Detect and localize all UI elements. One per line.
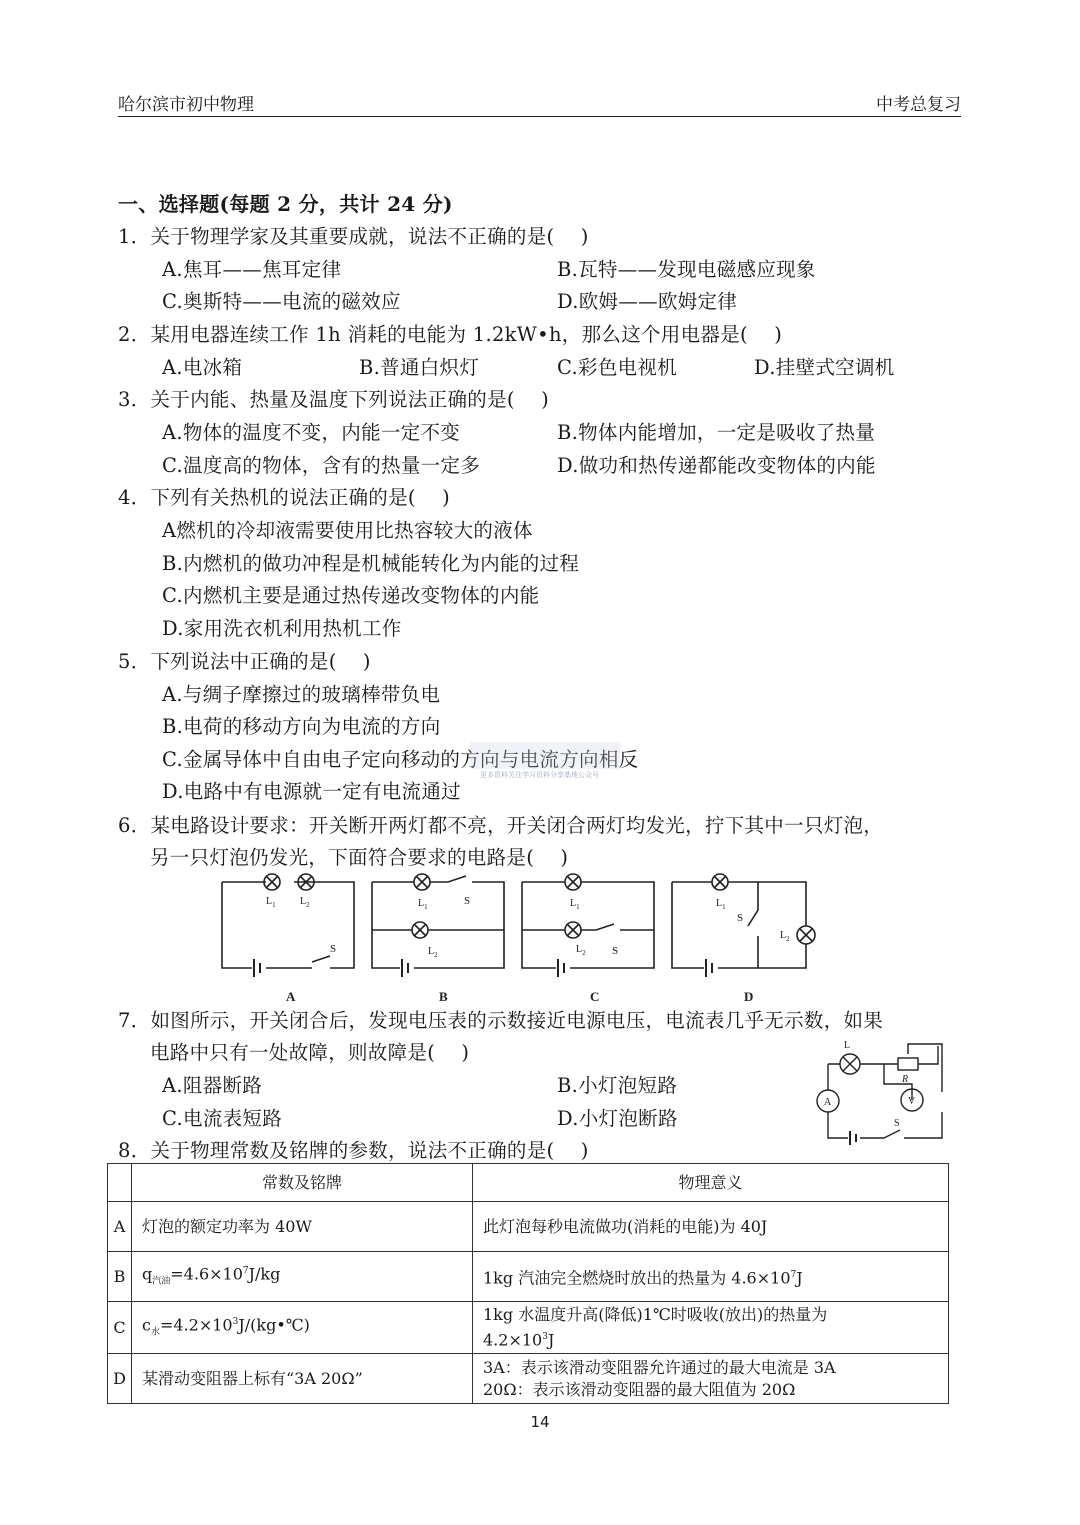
table-row-a[interactable] (108, 1202, 949, 1252)
row-a-key: A (108, 1202, 132, 1252)
circuit-a-caption: A (286, 989, 296, 1004)
q5-stem: 5．下列说法中正确的是( ) (118, 650, 371, 673)
circuit-c-s-label: S (612, 945, 619, 957)
q7-stem-line2: 电路中只有一处故障，则故障是( ) (150, 1041, 470, 1064)
q1-option-a[interactable]: A.焦耳——焦耳定律 (162, 258, 342, 281)
circuit-d-l2-label: $L_2$ (780, 930, 790, 943)
row-c-constant: $c_水=4.2\times 10^3J/(kg•℃)$ (132, 1302, 473, 1354)
q8-stem: 8．关于物理常数及铭牌的参数，说法不正确的是( ) (118, 1139, 589, 1162)
q6-stem-line2: 另一只灯泡仍发光，下面符合要求的电路是( ) (150, 846, 569, 869)
q5-option-b[interactable]: B.电荷的移动方向为电流的方向 (162, 715, 441, 738)
circuit-b-l2-label: $L_2$ (428, 946, 438, 959)
q4-stem: 4．下列有关热机的说法正确的是( ) (118, 486, 451, 509)
q6-stem-line1: 6．某电路设计要求：开关断开两灯都不亮，开关闭合两灯均发光，拧下其中一只灯泡， (118, 814, 884, 837)
circuit-a-s-label: S (330, 943, 337, 955)
voltmeter-label: V (908, 1096, 916, 1107)
q7-option-a[interactable]: A.阻器断路 (162, 1074, 263, 1097)
q7-option-b[interactable]: B.小灯泡短路 (557, 1074, 678, 1097)
watermark (470, 742, 620, 782)
circuit-c-l1-label: $L_1$ (570, 898, 580, 911)
q4-option-a[interactable]: A燃机的冷却液需要使用比热容较大的液体 (162, 519, 533, 542)
q7-r-label: R (902, 1074, 909, 1085)
q7-s-label: S (894, 1118, 900, 1129)
circuit-b[interactable] (372, 874, 504, 1004)
page-number: 14 (530, 1413, 550, 1431)
circuit-d-l1-label: $L_1$ (716, 898, 726, 911)
table-row-d[interactable] (108, 1354, 949, 1404)
q3-option-b[interactable]: B.物体内能增加，一定是吸收了热量 (557, 421, 876, 444)
circuit-c-caption: C (590, 989, 600, 1004)
ammeter-label: A (824, 1097, 832, 1108)
q1-option-b[interactable]: B.瓦特——发现电磁感应现象 (557, 258, 816, 281)
circuit-d-s-label: S (737, 912, 744, 924)
q7-l-label: L (844, 1040, 851, 1051)
q1-stem: 1．关于物理学家及其重要成就，说法不正确的是( ) (118, 225, 589, 248)
row-a-constant: 灯泡的额定功率为 40W (132, 1202, 473, 1252)
table-header-meaning: 物理意义 (473, 1164, 949, 1202)
q5-option-d[interactable]: D.电路中有电源就一定有电流通过 (162, 780, 461, 803)
q1-option-d[interactable]: D.欧姆——欧姆定律 (557, 290, 738, 313)
q3-stem: 3．关于内能、热量及温度下列说法正确的是( ) (118, 388, 550, 411)
q2-option-c[interactable]: C.彩色电视机 (557, 356, 678, 379)
circuit-d-caption: D (744, 989, 754, 1004)
table-row-b[interactable] (108, 1252, 949, 1302)
circuit-b-caption: B (439, 989, 448, 1004)
watermark-box (470, 742, 620, 769)
row-d-meaning: 3A：表示该滑动变阻器允许通过的最大电流是 3A 20Ω：表示该滑动变阻器的最大阻值为 20Ω (473, 1354, 949, 1404)
row-b-meaning: 1kg 汽油完全燃烧时放出的热量为 $4.6\times 10^7J$ (473, 1252, 949, 1302)
table-header-blank (108, 1164, 132, 1202)
watermark-text: 更多资料关注学习资料分享基地公众号 (480, 771, 599, 779)
q4-option-b[interactable]: B.内燃机的做功冲程是机械能转化为内能的过程 (162, 552, 580, 575)
circuit-c-l2-label: $L_2$ (576, 944, 586, 957)
q4-option-d[interactable]: D.家用洗衣机利用热机工作 (162, 617, 402, 640)
q3-option-d[interactable]: D.做功和热传递都能改变物体的内能 (557, 454, 876, 477)
q1-option-c[interactable]: C.奥斯特——电流的磁效应 (162, 290, 401, 313)
section-title: 一、选择题(每题 2 分，共计 24 分) (118, 192, 453, 216)
q7-circuit-diagram (808, 1036, 958, 1148)
q2-stem: 2．某用电器连续工作 1h 消耗的电能为 1.2kW•h，那么这个用电器是( ) (118, 323, 783, 346)
page-header (118, 88, 961, 117)
circuit-d[interactable] (672, 874, 815, 1004)
row-a-meaning: 此灯泡每秒电流做功(消耗的电能)为 40J (473, 1202, 949, 1252)
row-c-key: C (108, 1302, 132, 1354)
q6-circuit-diagrams (210, 868, 820, 1008)
table-header-constant: 常数及铭牌 (132, 1164, 473, 1202)
circuit-b-l1-label: $L_1$ (418, 898, 428, 911)
row-b-constant: $q_{汽油}=4.6\times 10^7J/kg$ (132, 1252, 473, 1302)
circuit-a-l1-label: $L_1$ (266, 896, 276, 909)
row-d-key: D (108, 1354, 132, 1404)
header-left: 哈尔滨市初中物理 (118, 95, 254, 115)
circuit-a-l2-label: $L_2$ (300, 896, 310, 909)
q2-option-b[interactable]: B.普通白炽灯 (359, 356, 480, 379)
circuit-a[interactable] (222, 874, 354, 1004)
q5-option-a[interactable]: A.与绸子摩擦过的玻璃棒带负电 (162, 683, 441, 706)
q3-option-a[interactable]: A.物体的温度不变，内能一定不变 (162, 421, 461, 444)
q5-option-c[interactable]: C.金属导体中自由电子定向移动的方向与电流方向相反 (162, 748, 639, 771)
q2-option-a[interactable]: A.电冰箱 (162, 356, 243, 379)
q3-option-c[interactable]: C.温度高的物体，含有的热量一定多 (162, 454, 481, 477)
row-b-key: B (108, 1252, 132, 1302)
q4-option-c[interactable]: C.内燃机主要是通过热传递改变物体的内能 (162, 584, 540, 607)
circuit-c[interactable] (522, 874, 654, 1004)
q8-table (107, 1163, 949, 1404)
q2-option-d[interactable]: D.挂壁式空调机 (754, 356, 895, 379)
q7-option-d[interactable]: D.小灯泡断路 (557, 1107, 678, 1130)
table-row-c[interactable] (108, 1302, 949, 1354)
circuit-b-s-label: S (464, 895, 471, 907)
row-d-constant: 某滑动变阻器上标有“3A 20Ω” (132, 1354, 473, 1404)
table-header-row (108, 1164, 949, 1202)
q7-stem-line1: 7．如图所示，开关闭合后，发现电压表的示数接近电源电压，电流表几乎无示数，如果 (118, 1009, 884, 1032)
header-right: 中考总复习 (876, 95, 961, 115)
row-c-meaning: 1kg 水温度升高(降低)1℃时吸收(放出)的热量为 $4.2\times 10^3J$ (473, 1302, 949, 1354)
q7-option-c[interactable]: C.电流表短路 (162, 1107, 283, 1130)
